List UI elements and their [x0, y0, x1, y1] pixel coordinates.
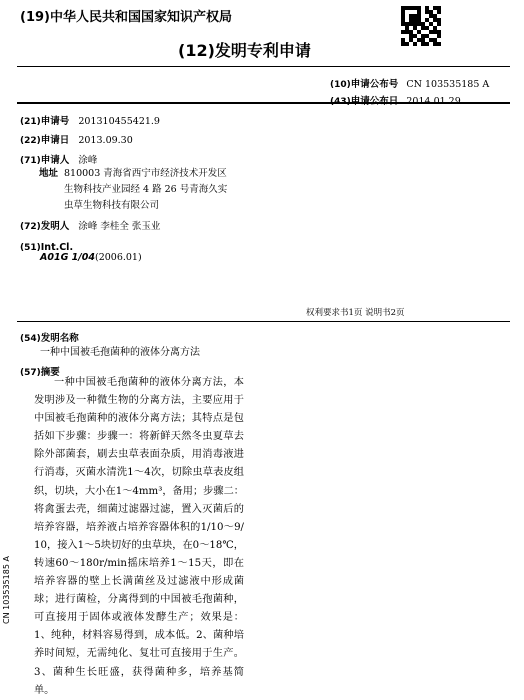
pub-number-label: 申请公布号: [350, 79, 399, 90]
invention-title-label: 发明名称: [40, 333, 79, 344]
office-name: (19)中华人民共和国国家知识产权局: [20, 10, 232, 25]
document-type: (12)发明专利申请: [178, 41, 311, 60]
header-divider: [17, 66, 510, 67]
pub-number-code: (10): [330, 80, 351, 90]
application-date-row: [20, 128, 133, 147]
abstract-divider: [17, 321, 510, 322]
address-line-3: 虫草生物科技有限公司: [64, 200, 160, 211]
page-counts: 权利要求书1页 说明书2页: [306, 308, 405, 318]
inventors-code: (72): [20, 222, 41, 232]
abstract-label: 摘要: [40, 367, 60, 378]
address-line-1: 810003 青海省西宁市经济技术开发区: [64, 168, 227, 179]
inventors-value: 涂峰 李桂全 张玉业: [78, 221, 161, 232]
ipc-code-num: (51): [20, 243, 41, 253]
applicant-value: 涂峰: [78, 155, 98, 166]
applicant-label: 申请人: [40, 155, 70, 166]
application-date-value: 2013.09.30: [78, 135, 133, 146]
pub-date-row: [330, 89, 461, 108]
applicant-code: (71): [20, 156, 41, 166]
pub-number-value: CN 103535185 A: [406, 79, 490, 90]
invention-title-code: (54): [20, 334, 41, 344]
inventors-row: [20, 214, 160, 233]
address-line-2: 生物科技产业园经 4 路 26 号青海久实: [64, 184, 228, 195]
abstract-code: (57): [20, 368, 41, 378]
qr-code-icon: [401, 6, 441, 46]
application-number-label: 申请号: [40, 116, 70, 127]
ipc-classification: [40, 252, 142, 263]
biblio-divider: [17, 102, 510, 104]
invention-title: 一种中国被毛孢菌种的液体分离方法: [40, 347, 200, 358]
application-date-code: (22): [20, 136, 41, 146]
address-label: 地址: [39, 168, 59, 179]
application-number-row: [20, 109, 160, 128]
ipc-code: A01G 1/04: [40, 252, 95, 263]
application-date-label: 申请日: [40, 135, 70, 146]
abstract-text: 一种中国被毛孢菌种的液体分离方法，本发明涉及一种微生物的分离方法，主要应用于中国被毛孢菌种的液体分离方法；其特点是包括如下步骤：步骤一：将新鲜天然冬虫夏草去除外部菌套，刷去虫草表面杂质，用消毒液进行消毒，灭菌水清洗1～4次，切除虫草表皮组织，切块，大小在1～4mm³，备用；步骤二：将禽蛋去壳，细菌过滤器过滤，置入灭菌后的培养容器，培养液占培养容器体积的1/10～9/10，接入1～5块切好的虫草块，在0～18℃，转速60～180r/min摇床培养1～15天，即在培养容器的壁上长满菌丝及过滤液中形成菌球；进行菌检，分离得到的中国被毛孢菌种，可直接用于固体或液体发酵生产；效果是：1、纯种，材料容易得到，成本低。2、菌种培养时间短，无需纯化、复壮可直接用于生产。3、菌种生长旺盛，获得菌种多，培养基简单。: [34, 377, 244, 696]
inventors-label: 发明人: [40, 221, 70, 232]
ipc-version: (2006.01): [94, 252, 142, 263]
application-number-code: (21): [20, 117, 41, 127]
side-publication-code: CN 103535185 A: [2, 556, 11, 624]
ipc-label: Int.Cl.: [40, 242, 74, 253]
application-number-value: 201310455421.9: [78, 116, 160, 127]
